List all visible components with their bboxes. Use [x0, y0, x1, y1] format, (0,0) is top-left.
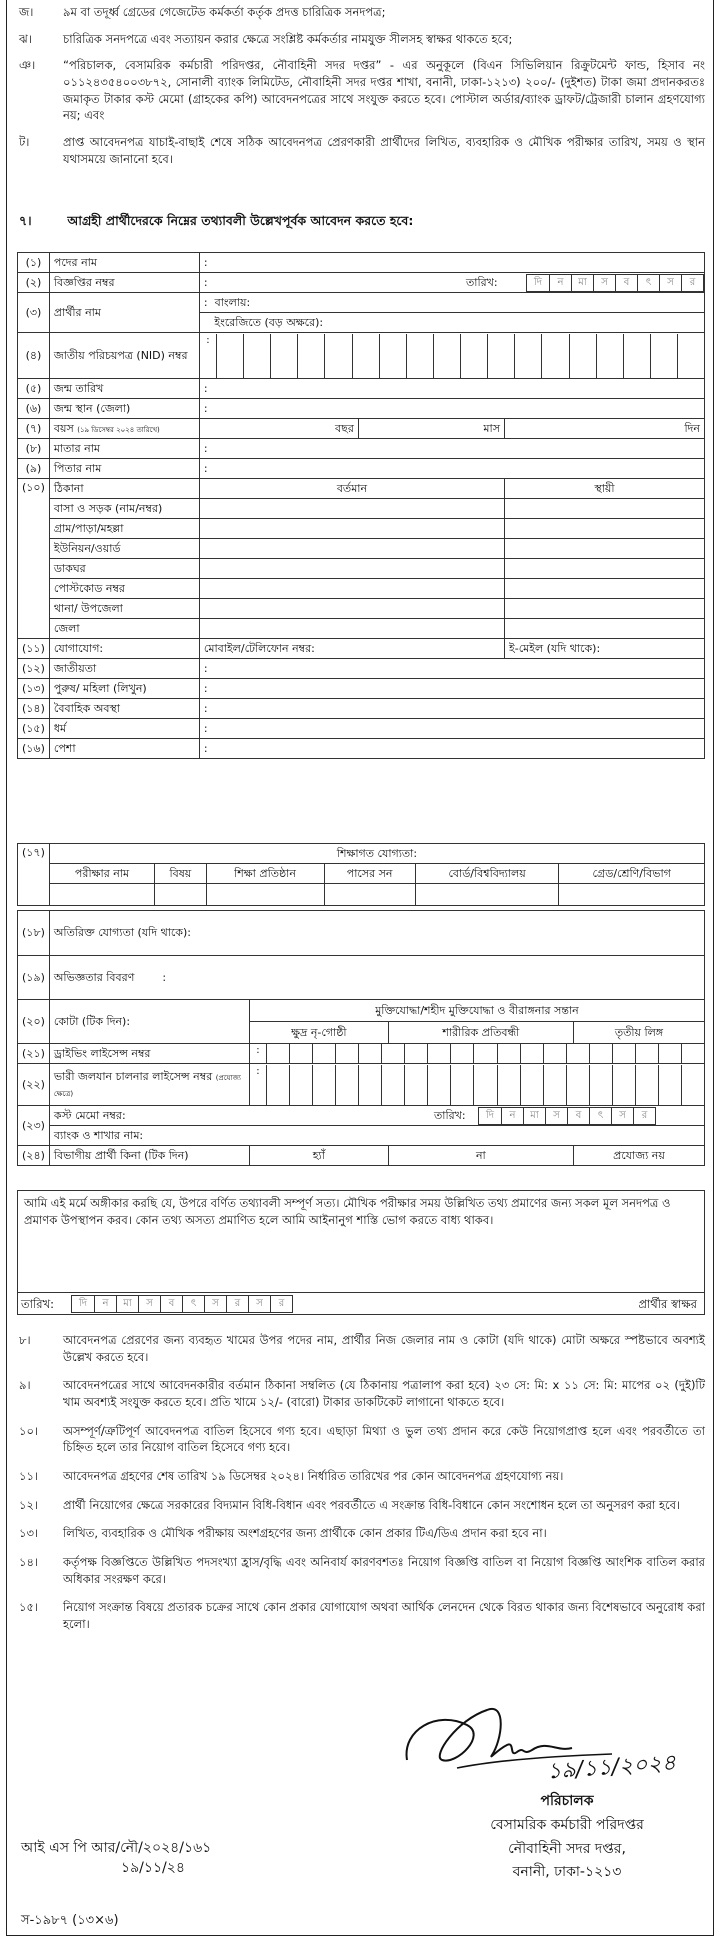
table-row: গ্রাম/পাড়া/মহল্লা [18, 519, 705, 539]
table-row: বাসা ও সড়ক (নাম/নম্বর) [18, 499, 705, 519]
memo-date-boxes[interactable]: দি ন মা স ব ৎ স র [478, 1107, 656, 1125]
table-row [18, 884, 705, 906]
table-row: পরীক্ষার নাম বিষয় শিক্ষা প্রতিষ্ঠান পাসের সন বোর্ড/বিশ্ববিদ্যালয় গ্রেড/শ্রেণি/বিভাগ [18, 864, 705, 884]
date-boxes[interactable]: দি ন মা স ব ৎ স র [526, 274, 704, 292]
list-item: ১৫। নিয়োগ সংক্রান্ত বিষয়ে প্রতারক চক্রের সাথে কোন প্রকার যোগাযোগ অথবা আর্থিক লেনদেন থেকে বিরত থাকার জন্য বিশেষভাবে অনুরোধ করা হলো। [19, 1600, 705, 1632]
list-item: ৮। আবেদনপত্র প্রেরণের জন্য ব্যবহৃত খামের উপর পদের নাম, প্রার্থীর নিজ জেলার নাম ও কোটা (যদি থাকে) মোটা অক্ষরে স্পষ্টভাবে অবশ্যই উল্লেখ করতে হবে। [19, 1333, 705, 1364]
nationality-field[interactable]: : [199, 659, 704, 679]
birth-date-field[interactable]: : [199, 379, 704, 399]
table-row: (৫) জন্ম তারিখ : [18, 379, 705, 399]
document-page [6, 0, 714, 1936]
document-code: স-১৯৮৭ (১৩×৬) [21, 1913, 119, 1928]
application-form-2 [17, 910, 705, 1166]
religion-field[interactable]: : [199, 719, 704, 739]
gender-field[interactable]: : [199, 679, 704, 699]
table-row: জেলা [18, 619, 705, 639]
post-name-field[interactable]: : [199, 253, 704, 273]
education-table [17, 843, 705, 906]
table-row: (২৩) কস্ট মেমো নম্বর: তারিখ: দি ন মা স ব ৎ স র [18, 1106, 705, 1126]
departmental-yes[interactable]: হ্যাঁ [249, 1146, 388, 1166]
table-row: (২১) ড্রাইভিং লাইসেন্স নম্বর : [18, 1044, 705, 1064]
section-heading: ৭। আগ্রহী প্রার্থীদেরকে নিম্নের তথ্যাবলী উল্লেখপূর্বক আবেদন করতে হবে: [19, 213, 414, 228]
table-row: (১৯) অভিজ্ঞতার বিবরণ : [18, 956, 705, 1000]
marital-status-field[interactable]: : [199, 699, 704, 719]
age-month-field[interactable]: মাস [358, 419, 504, 439]
list-item: ১১। আবেদনপত্র গ্রহণের শেষ তারিখ ১৯ ডিসেম্বর ২০২৪। নির্ধারিত তারিখের পর কোন আবেদনপত্র গ্রহণযোগ্য নয়। [19, 1469, 564, 1484]
list-item: ১২। প্রার্থী নিয়োগের ক্ষেত্রে সরকারের বিদ্যমান বিধি-বিধান এবং পরবর্তীতে এ সংক্রান্ত বিধি-বিধানে কোন সংশোধন হলে তা অনুসরণ করা হবে। [19, 1497, 681, 1512]
occupation-field[interactable]: : [199, 739, 704, 759]
extra-qualification-field[interactable]: অতিরিক্ত যোগ্যতা (যদি থাকে): [49, 911, 704, 956]
quota-ethnic[interactable]: ক্ষুদ্র নৃ-গোষ্ঠী [249, 1022, 388, 1044]
departmental-no[interactable]: না [388, 1146, 573, 1166]
name-bangla-field[interactable]: : বাংলায়: [199, 293, 704, 313]
table-row: থানা/ উপজেলা [18, 599, 705, 619]
name-english-field[interactable]: ইংরেজিতে (বড় অক্ষরে): [199, 313, 704, 333]
list-item: ১৪। কর্তৃপক্ষ বিজ্ঞপ্তিতে উল্লিখিত পদসংখ্যা হ্রাস/বৃদ্ধি এবং অনিবার্য কারণবশতঃ নিয়োগ বিজ্ঞপ্তি বাতিল বা নিয়োগ বিজ্ঞপ্তি আংশিক বাতিল করার অধিকার সংরক্ষণ করে। [19, 1555, 705, 1586]
table-row: (২৪) বিভাগীয় প্রার্থী কিনা (টিক দিন) হ্যাঁ না প্রযোজ্য নয় [18, 1146, 705, 1166]
signatory-block: পরিচালক বেসামরিক কর্মচারী পরিদপ্তর নৌবাহিনী সদর দপ্তর, বনানী, ঢাকা-১২১৩ [490, 1793, 644, 1881]
table-row: (১৭) শিক্ষাগত যোগ্যতা: [18, 844, 705, 864]
departmental-na[interactable]: প্রযোজ্য নয় [573, 1146, 704, 1166]
table-row: (৯) পিতার নাম : [18, 459, 705, 479]
table-row: (১২) জাতীয়তা : [18, 659, 705, 679]
mobile-field[interactable]: মোবাইল/টেলিফোন নম্বর: [199, 639, 504, 659]
declaration-box: আমি এই মর্মে অঙ্গীকার করছি যে, উপরে বর্ণিত তথ্যাবলী সম্পূর্ণ সত্য। মৌখিক পরীক্ষার সময় উল্লিখিত তথ্য প্রমাণের জন্য সকল মূল সনদপত্র ও প্রমাণক উপস্থাপন করব। কোন তথ্য অসত্য প্রমাণিত হলে আমি আইনানুগ শাস্তি ভোগ করতে বাধ্য থাকব। [17, 1190, 705, 1315]
applicant-signature-label: প্রার্থীর স্বাক্ষর [638, 1296, 697, 1311]
quota-disabled[interactable]: শারীরিক প্রতিবন্ধী [388, 1022, 573, 1044]
declaration-date-boxes[interactable]: দি ন মা স ব ৎ স র স র [71, 1295, 293, 1313]
table-row: (১১) যোগাযোগ: মোবাইল/টেলিফোন নম্বর: ই-মেইল (যদি থাকে): [18, 639, 705, 659]
age-year-field[interactable]: বছর [199, 419, 358, 439]
table-row: ডাকঘর [18, 559, 705, 579]
reference-date: ১৯/১১/২৪ [121, 1860, 185, 1877]
table-row: (১০) ঠিকানা বর্তমান স্থায়ী [18, 479, 705, 499]
experience-field[interactable]: অভিজ্ঞতার বিবরণ : [49, 956, 704, 1000]
table-row: ইউনিয়ন/ওয়ার্ড [18, 539, 705, 559]
table-row [18, 1126, 705, 1146]
circular-number-field[interactable]: : [203, 275, 208, 289]
table-row: (১) পদের নাম : [18, 253, 705, 273]
birth-place-field[interactable]: : [199, 399, 704, 419]
table-row: (৬) জন্ম স্থান (জেলা) : [18, 399, 705, 419]
application-form [17, 252, 705, 759]
list-item: ঝ। চারিত্রিক সনদপত্রে এবং সত্যায়ন করার ক্ষেত্রে সংশ্লিষ্ট কর্মকর্তার নামযুক্ত সীলসহ স্বাক্ষর থাকতে হবে; [19, 31, 513, 46]
quota-freedom-fighter[interactable]: মুক্তিযোদ্ধা/শহীদ মুক্তিযোদ্ধা ও বীরাঙ্গনার সন্তান [249, 1000, 704, 1022]
table-row: (৭) বয়স (১৯ ডিসেম্বর ২০২৪ তারিখে) বছর মাস দিন [18, 419, 705, 439]
father-name-field[interactable]: : [199, 459, 704, 479]
driving-license-boxes[interactable]: : [249, 1044, 704, 1064]
vessel-license-boxes[interactable]: : [249, 1064, 704, 1106]
table-row: (৮) মাতার নাম : [18, 439, 705, 459]
age-day-field[interactable]: দিন [505, 419, 705, 439]
table-row: (১৪) বৈবাহিক অবস্থা : [18, 699, 705, 719]
nid-boxes[interactable]: : [199, 333, 704, 379]
table-row: (১৩) পুরুষ/ মহিলা (লিখুন) : [18, 679, 705, 699]
reference-block [21, 1838, 211, 1879]
table-row: (১৬) পেশা : [18, 739, 705, 759]
table-row: (২০) কোটা (টিক দিন): মুক্তিযোদ্ধা/শহীদ মুক্তিযোদ্ধা ও বীরাঙ্গনার সন্তান [18, 1000, 705, 1022]
table-row: (৩) প্রার্থীর নাম : বাংলায়: [18, 293, 705, 313]
list-item: ৯। আবেদনপত্রের সাথে আবেদনকারীর বর্তমান ঠিকানা সম্বলিত (যে ঠিকানায় পত্রালাপ করা হবে) ২৩ সে: মি: x ১১ সে: মি: মাপের ০২ (দুই)টি খাম অবশ্যই সংযুক্ত করতে হবে। প্রতি খামে ১২/- (বারো) টাকার ডাকটিকেট লাগানো থাকতে হবে। [19, 1378, 705, 1410]
table-row: (৪) জাতীয় পরিচয়পত্র (NID) নম্বর : [18, 333, 705, 379]
mother-name-field[interactable]: : [199, 439, 704, 459]
list-item: ১০। অসম্পূর্ণ/ত্রুটিপূর্ণ আবেদনপত্র বাতিল হিসেবে গণ্য হবে। এছাড়া মিথ্যা ও ভুল তথ্য প্রদান করে কেউ নিয়োগপ্রাপ্ত হলে এবং পরবর্তীতে তা চিহ্নিত হলে তার নিয়োগ বাতিল হিসেবে গণ্য হবে। [19, 1423, 705, 1455]
list-item: ১৩। লিখিত, ব্যবহারিক ও মৌখিক পরীক্ষায় অংশগ্রহণের জন্য প্রার্থীকে কোন প্রকার টিএ/ডিএ প্রদান করা হবে না। [19, 1526, 547, 1541]
list-item: ঞ। “পরিচালক, বেসামরিক কর্মচারী পরিদপ্তর, নৌবাহিনী সদর দপ্তর” - এর অনুকূলে (বিএন সিভিলিয়ান রিক্রুটমেন্ট ফান্ড, হিসাব নং ০১১২৪৩৫৪০০৩৮৭২, সোনালী ব্যাংক লিমিটেড, নৌবাহিনী সদর দপ্তর শাখা, বনানী, ঢাকা-১২১৩) ২০০/- (দুইশত) টাকা জমা প্রদানকরতঃ জমাকৃত টাকার কস্ট মেমো (গ্রাহকের কপি) আবেদনপত্রের সাথে সংযুক্ত করতে হবে। পোস্টাল অর্ডার/ব্যাংক ড্রাফট/ট্রেজারী চালান গ্রহণযোগ্য নয়; এবং [19, 58, 705, 123]
bank-branch-field[interactable]: ব্যাংক ও শাখার নাম: [49, 1126, 704, 1146]
table-row: (২২) ভারী জলযান চালনার লাইসেন্স নম্বর (প্রযোজ্য ক্ষেত্রে) : [18, 1064, 705, 1106]
list-item: জ। ৯ম বা তদূর্ধ্ব গ্রেডের গেজেটেড কর্মকর্তা কর্তৃক প্রদত্ত চারিত্রিক সনদপত্র; [19, 5, 386, 19]
declaration-footer: তারিখ: দি ন মা স ব ৎ স র স র প্রার্থীর স্বাক্ষর [17, 1292, 705, 1314]
list-item: ট। প্রাপ্ত আবেদনপত্র যাচাই-বাছাই শেষে সঠিক আবেদনপত্র প্রেরণকারী প্রার্থীদের লিখিত, ব্যবহারিক ও মৌখিক পরীক্ষার তারিখ, সময় ও স্থান যথাসময়ে জানানো হবে। [19, 135, 705, 166]
email-field[interactable]: ই-মেইল (যদি থাকে): [505, 639, 705, 659]
bottom-items [7, 1332, 713, 1633]
table-row: (২) বিজ্ঞপ্তির নম্বর : তারিখ: দি ন মা স ব ৎ স র [18, 273, 705, 293]
top-items [7, 4, 713, 167]
table-row: (১৫) ধর্ম : [18, 719, 705, 739]
table-row: পোস্টকোড নম্বর [18, 579, 705, 599]
quota-third-gender[interactable]: তৃতীয় লিঙ্গ [573, 1022, 704, 1044]
table-row: (১৮) অতিরিক্ত যোগ্যতা (যদি থাকে): [18, 911, 705, 956]
signature-date: ১৯/১১/২০২৪ [546, 1750, 677, 1785]
reference-number: আই এস পি আর/নৌ/২০২৪/১৬১ [21, 1840, 212, 1856]
